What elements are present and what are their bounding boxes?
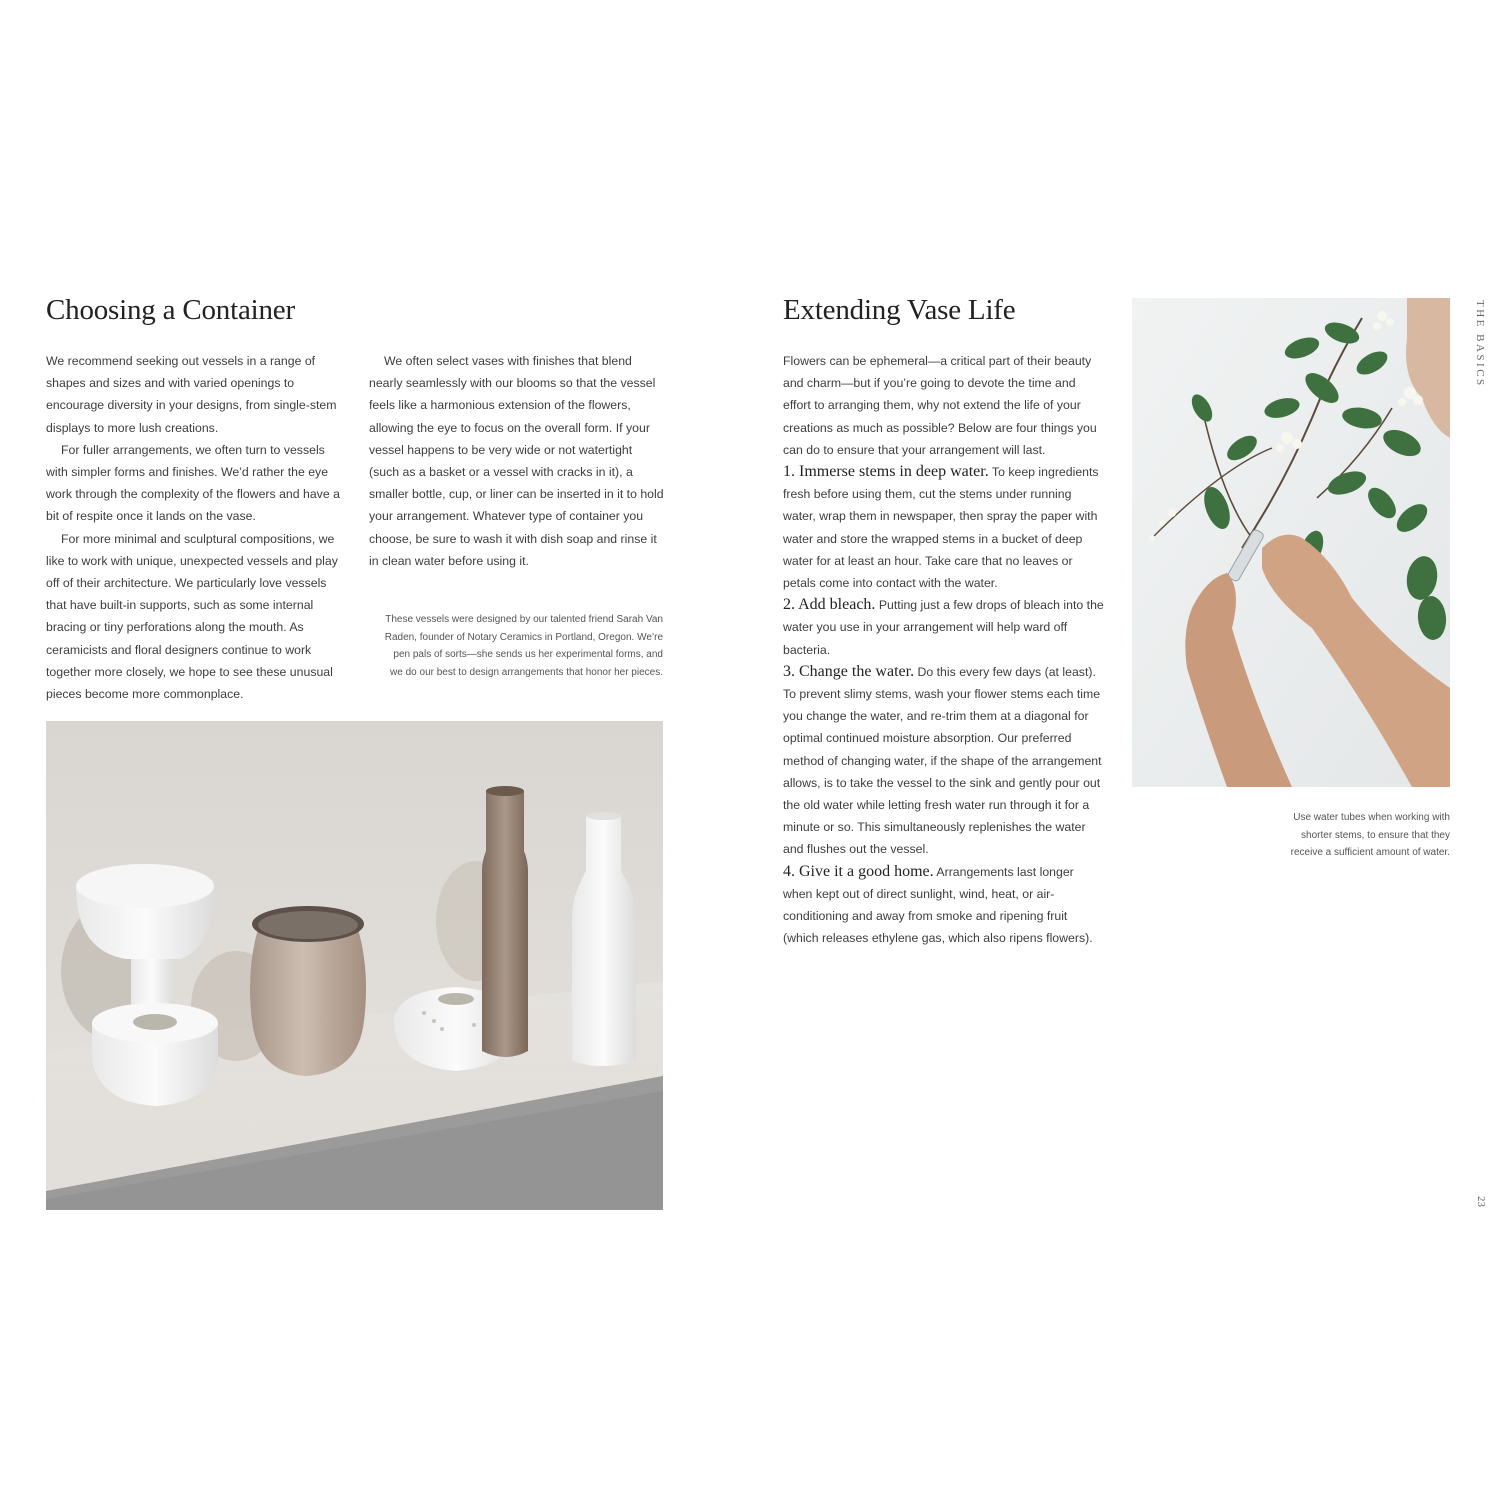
step-text: Putting just a few drops of bleach into the water you use in your arrangement will help ward off bacteria. <box>783 598 1104 657</box>
step-title: 3. Change the water. <box>783 662 915 680</box>
vessels-photo <box>46 721 663 1210</box>
step-4 <box>783 861 1105 950</box>
step-title: 4. Give it a good home. <box>783 862 934 880</box>
running-head: THE BASICS <box>1474 300 1486 388</box>
hands-stem-illustration <box>1132 298 1450 787</box>
left-column-1 <box>46 350 346 705</box>
step-text: Arrangements last longer when kept out of direct sunlight, wind, heat, or air-conditioning and away from smoke and ripening fruit (which releases ethylene gas, which also ripens flowers). <box>783 864 1093 946</box>
vessels-illustration <box>46 721 663 1210</box>
step-1 <box>783 461 1105 594</box>
section-title-extending-vase-life: Extending Vase Life <box>783 294 1016 326</box>
vessels-caption: These vessels were designed by our talented friend Sarah Van Raden, founder of Notary Ceramics in Portland, Oregon. We’re pen pals of sorts—she sends us her experimental forms, and we do our best to design arrangements that honor her pieces. <box>384 614 663 678</box>
page-number: 23 <box>1475 1196 1487 1207</box>
step-text: To keep ingredients fresh before using them, cut the stems under running water, wrap them in newspaper, then spray the paper with water and store the wrapped stems in a bucket of deep water for at least an hour. Take care that no leaves or petals come into contact with the water. <box>783 465 1099 591</box>
intro-paragraph: Flowers can be ephemeral—a critical part of their beauty and charm—but if you’re going to devote the time and effort to arranging them, why not extend the life of your creations as much as possible? Below are four things you can do to ensure that your arrangement will last. <box>783 354 1097 457</box>
paragraph: We recommend seeking out vessels in a range of shapes and sizes and with varied openings to encourage diversity in your designs, from single-stem displays to more lush creations. <box>46 354 337 435</box>
step-title: 2. Add bleach. <box>783 596 876 614</box>
water-tube-photo <box>1132 298 1450 787</box>
paragraph: For fuller arrangements, we often turn to vessels with simpler forms and finishes. We’d rather the eye work through the complexity of the flowers and have a bit of respite once it lands on the vase. <box>46 442 340 524</box>
left-column-2 <box>369 350 665 572</box>
section-title-choosing-container: Choosing a Container <box>46 294 295 326</box>
step-2 <box>783 594 1105 661</box>
step-title: 1. Immerse stems in deep water. <box>783 463 989 481</box>
step-text: Do this every few days (at least). To prevent slimy stems, wash your flower stems each time you change the water, and re-trim them at a diagonal for optimal continued moisture absorption. Our preferred method of changing water, if the shape of the arrangement allows, is to take the vessel to the sink and gently pour out the old water while letting fresh water run through it for a minute or so. This simultaneously replenishes the water and flushes out the vessel. <box>783 664 1102 857</box>
paragraph: We often select vases with finishes that blend nearly seamlessly with our blooms so that the vessel feels like a harmonious extension of the flowers, allowing the eye to focus on the overall form. If your vessel happens to be very wide or not watertight (such as a basket or a vessel with cracks in it), a smaller bottle, cup, or liner can be inserted in it to hold your arrangement. Whatever type of container you choose, be sure to wash it with dish soap and rinse it in clean water before using it. <box>369 354 664 568</box>
water-tube-caption: Use water tubes when working with shorter stems, to ensure that they receive a sufficient amount of water. <box>1290 812 1450 858</box>
step-3 <box>783 661 1105 861</box>
vase-life-text <box>783 350 1105 949</box>
paragraph: For more minimal and sculptural compositions, we like to work with unique, unexpected vessels and play off of their architecture. We particularly love vessels that have built-in supports, such as some internal bracing or tiny perforations along the mouth. As ceramicists and floral designers continue to work together more closely, we hope to see these unusual pieces become more commonplace. <box>46 531 338 702</box>
